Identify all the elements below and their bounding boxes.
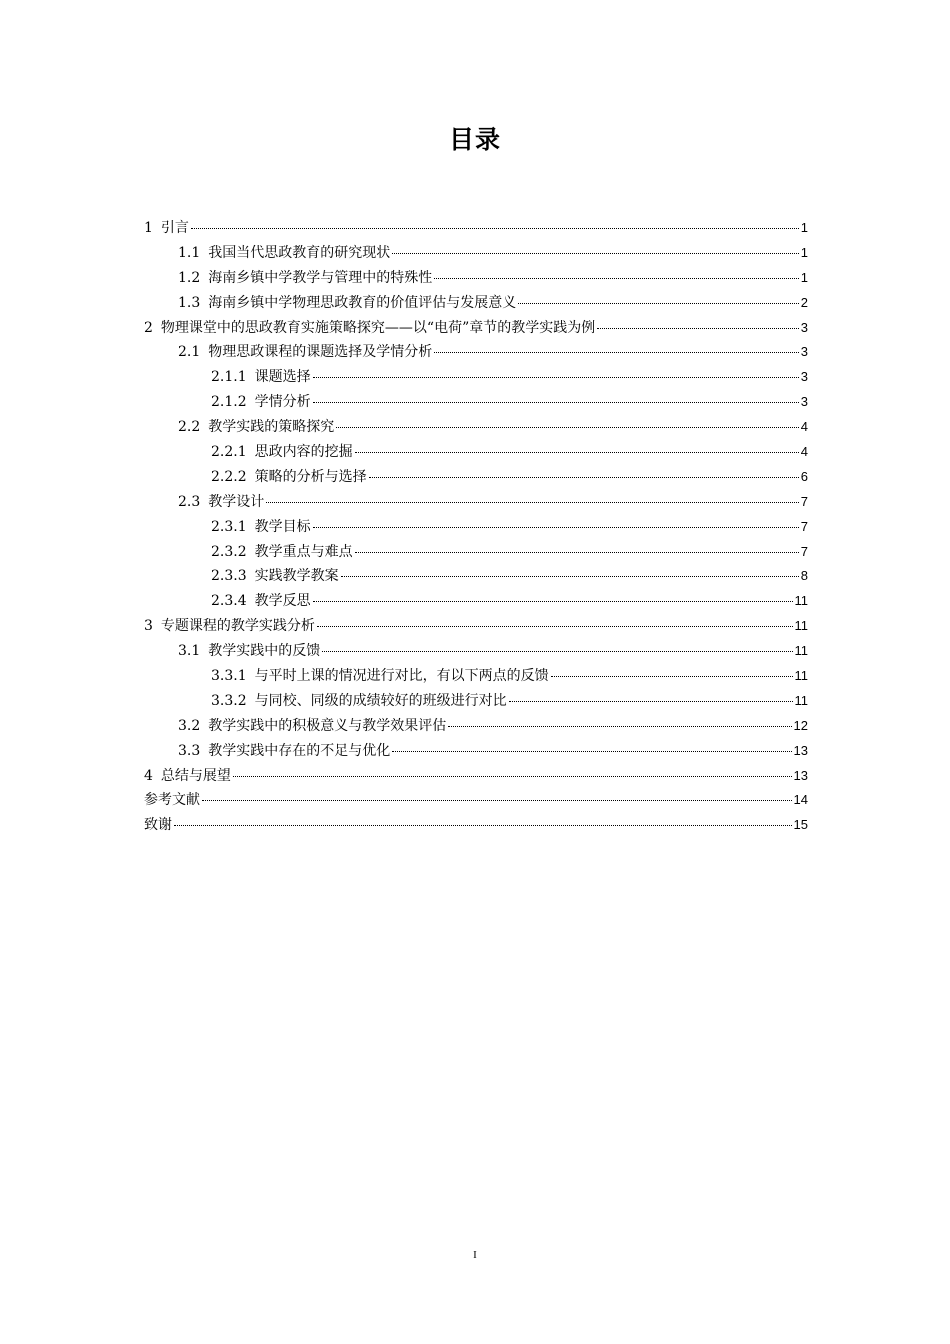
toc-entry-title: 教学反思 — [254, 593, 311, 610]
toc-entry[interactable] — [144, 639, 808, 664]
toc-entry-page: 6 — [800, 468, 808, 484]
toc-entry-page: 15 — [793, 817, 808, 833]
toc-entry-title: 与同校、同级的成绩较好的班级进行对比 — [254, 692, 507, 709]
toc-dot-leader — [322, 650, 792, 652]
toc-dot-leader — [266, 501, 799, 503]
toc-dot-leader — [336, 426, 799, 428]
toc-entry-title: 思政内容的挖掘 — [254, 444, 353, 461]
toc-dot-leader — [317, 625, 793, 627]
toc-entry-number: 2.3.1 — [211, 518, 247, 535]
toc-entry[interactable] — [144, 739, 808, 764]
toc-entry-title: 教学实践的策略探究 — [208, 419, 335, 436]
toc-entry-number: 3.2 — [178, 717, 201, 734]
toc-entry[interactable] — [144, 788, 808, 813]
toc-dot-leader — [313, 401, 799, 403]
toc-entry[interactable] — [144, 266, 808, 291]
toc-dot-leader — [341, 575, 799, 577]
toc-entry-number: 2.1 — [178, 344, 201, 361]
toc-title: 目录 — [448, 125, 501, 154]
toc-entry-title: 总结与展望 — [160, 767, 231, 784]
toc-entry-title: 海南乡镇中学物理思政教育的价值评估与发展意义 — [208, 294, 517, 311]
toc-entry-page: 11 — [794, 692, 808, 708]
toc-dot-leader — [597, 327, 799, 329]
toc-entry[interactable] — [144, 465, 808, 490]
toc-dot-leader — [434, 277, 799, 279]
toc-entry[interactable] — [144, 390, 808, 415]
toc-entry-page: 12 — [793, 717, 808, 733]
toc-entry-number: 2.3 — [178, 493, 201, 510]
toc-entry-page: 1 — [800, 244, 808, 260]
toc-entry-page: 7 — [800, 543, 808, 559]
toc-entry-number: 2.3.4 — [211, 593, 247, 610]
toc-entry-number: 2.2 — [178, 419, 201, 436]
toc-entry[interactable] — [144, 589, 808, 614]
toc-dot-leader — [202, 799, 792, 801]
toc-entry-title: 教学实践中存在的不足与优化 — [208, 742, 391, 759]
toc-entry[interactable] — [144, 714, 808, 739]
toc-entry-page: 11 — [794, 668, 808, 684]
toc-entry[interactable] — [144, 689, 808, 714]
toc-dot-leader — [355, 551, 799, 553]
toc-entry[interactable] — [144, 216, 808, 241]
toc-entry-number: 2.3.3 — [211, 568, 247, 585]
toc-entry-title: 专题课程的教学实践分析 — [160, 618, 315, 635]
toc-entry[interactable] — [144, 564, 808, 589]
toc-entry-title: 致谢 — [144, 817, 172, 834]
toc-entry-number: 2.2.2 — [211, 468, 247, 485]
toc-dot-leader — [509, 700, 793, 702]
toc-entry-number: 1.1 — [178, 244, 201, 261]
toc-entry-number: 3.1 — [178, 643, 201, 660]
toc-dot-leader — [355, 451, 799, 453]
toc-entry-number: 2.2.1 — [211, 444, 247, 461]
toc-entry[interactable] — [144, 614, 808, 639]
toc-dot-leader — [313, 376, 799, 378]
toc-dot-leader — [313, 526, 799, 528]
toc-entry-title: 与平时上课的情况进行对比，有以下两点的反馈 — [254, 668, 549, 685]
toc-entry-title: 我国当代思政教育的研究现状 — [208, 244, 391, 261]
toc-entry-title: 引言 — [160, 220, 189, 236]
toc-dot-leader — [434, 351, 799, 353]
toc-dot-leader — [369, 476, 799, 478]
toc-entry[interactable] — [144, 490, 808, 515]
toc-entry[interactable] — [144, 241, 808, 266]
toc-dot-leader — [518, 302, 799, 304]
toc-entry-title: 课题选择 — [254, 369, 311, 386]
toc-dot-leader — [233, 775, 792, 777]
toc-entry-page: 13 — [793, 767, 808, 783]
toc-dot-leader — [392, 750, 791, 752]
toc-entry[interactable] — [144, 365, 808, 390]
toc-dot-leader — [313, 600, 793, 602]
toc-entry-title: 实践教学教案 — [254, 568, 339, 585]
toc-entry-number: 2 — [144, 319, 153, 336]
toc-entry[interactable] — [144, 415, 808, 440]
toc-entry-page: 7 — [800, 518, 808, 534]
toc-entry[interactable] — [144, 813, 808, 838]
toc-entry-number: 4 — [144, 767, 153, 784]
toc-entry[interactable] — [144, 440, 808, 465]
toc-entry-number: 3.3 — [178, 742, 201, 759]
toc-entry-page: 3 — [800, 394, 808, 410]
toc-entry-title: 策略的分析与选择 — [254, 468, 367, 485]
toc-entry-title: 物理课堂中的思政教育实施策略探究——以“电荷”章节的教学实践为例 — [160, 319, 596, 336]
toc-entry-number: 2.3.2 — [211, 543, 247, 560]
table-of-contents — [144, 216, 808, 838]
toc-entry-page: 11 — [794, 593, 808, 609]
toc-entry-page: 11 — [794, 618, 808, 634]
toc-entry-number: 1.2 — [178, 269, 201, 286]
toc-entry-page: 1 — [800, 220, 808, 235]
toc-entry-title: 教学实践中的积极意义与教学效果评估 — [208, 717, 447, 734]
toc-entry-page: 3 — [800, 344, 808, 360]
toc-entry-title: 教学实践中的反馈 — [208, 643, 321, 660]
toc-dot-leader — [551, 675, 793, 677]
toc-entry-number: 1 — [144, 220, 153, 236]
toc-entry-title: 教学设计 — [208, 493, 265, 510]
toc-dot-leader — [191, 227, 799, 229]
toc-entry-number: 2.1.2 — [211, 394, 247, 411]
toc-entry-number: 3 — [144, 618, 153, 635]
toc-dot-leader — [392, 252, 799, 254]
toc-entry-page: 14 — [793, 792, 808, 808]
toc-entry[interactable] — [144, 291, 808, 316]
toc-entry-title: 物理思政课程的课题选择及学情分析 — [208, 344, 433, 361]
toc-entry-title: 海南乡镇中学教学与管理中的特殊性 — [208, 269, 433, 286]
toc-entry-number: 3.3.1 — [211, 668, 247, 685]
toc-entry-number: 1.3 — [178, 294, 201, 311]
toc-entry-number: 3.3.2 — [211, 692, 247, 709]
toc-entry-number: 2.1.1 — [211, 369, 247, 386]
toc-entry-page: 11 — [794, 643, 808, 659]
toc-entry-page: 4 — [800, 444, 808, 460]
toc-entry-page: 1 — [800, 269, 808, 285]
page-number: I — [473, 1249, 477, 1261]
toc-entry[interactable] — [144, 764, 808, 789]
toc-entry-page: 8 — [800, 568, 808, 584]
toc-entry-page: 4 — [800, 419, 808, 435]
toc-entry[interactable] — [144, 340, 808, 365]
toc-dot-leader — [448, 725, 791, 727]
toc-entry[interactable] — [144, 515, 808, 540]
toc-entry-title: 参考文献 — [144, 792, 200, 809]
toc-entry-page: 2 — [800, 294, 808, 310]
toc-entry-page: 3 — [800, 369, 808, 385]
toc-entry-page: 3 — [800, 319, 808, 335]
toc-entry-page: 13 — [793, 742, 808, 758]
toc-entry-page: 7 — [800, 493, 808, 509]
toc-entry-title: 学情分析 — [254, 394, 311, 411]
toc-entry[interactable] — [144, 540, 808, 565]
toc-entry-title: 教学重点与难点 — [254, 543, 353, 560]
toc-dot-leader — [174, 824, 792, 826]
toc-entry[interactable] — [144, 664, 808, 689]
toc-entry[interactable] — [144, 316, 808, 341]
toc-entry-title: 教学目标 — [254, 518, 311, 535]
